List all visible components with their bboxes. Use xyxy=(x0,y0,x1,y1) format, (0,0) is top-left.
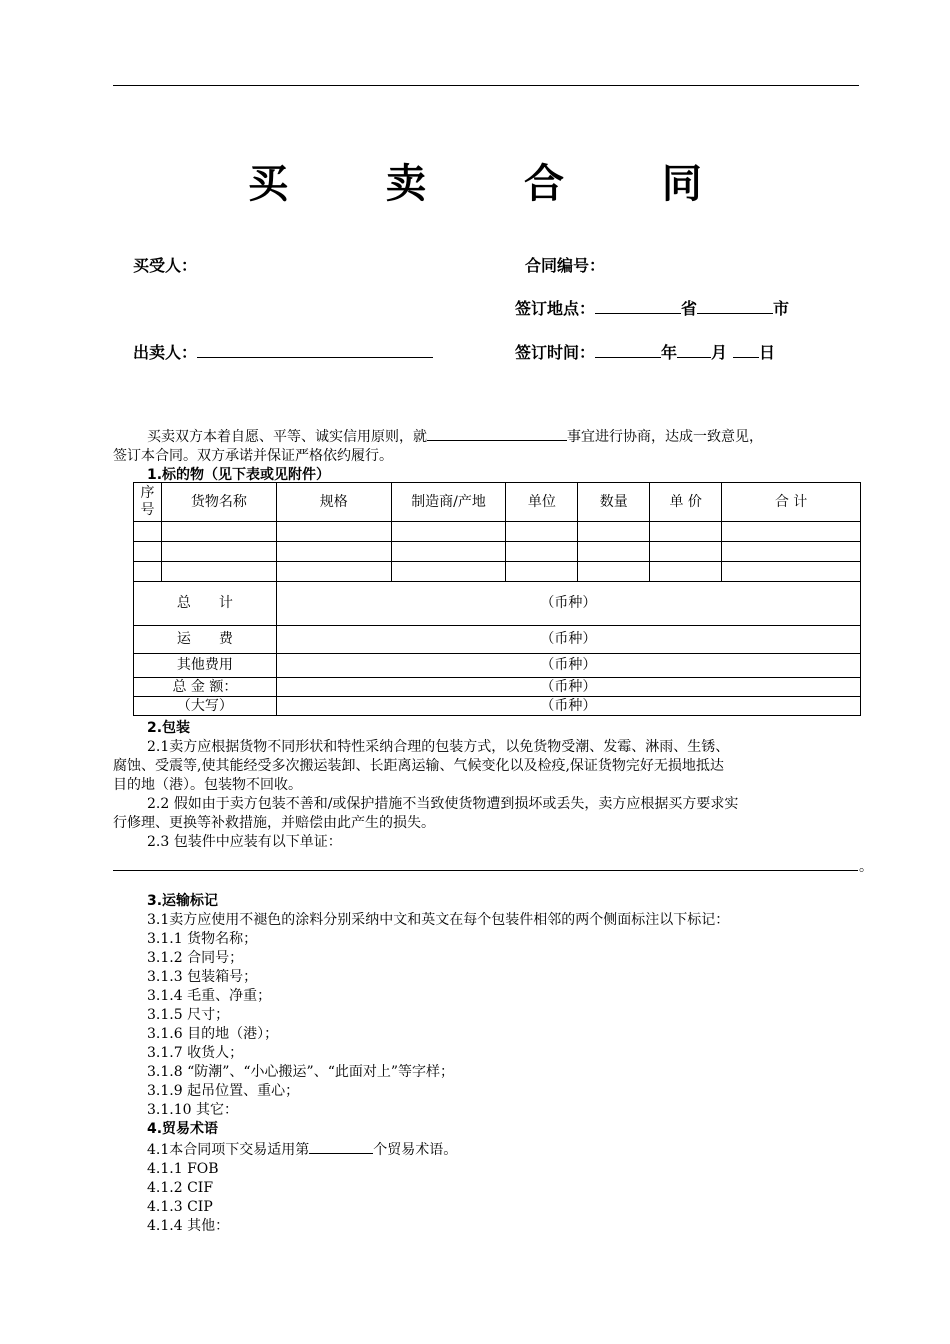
intro-text-b: 事宜进行协商，达成一致意见， xyxy=(567,429,763,445)
section-4-heading: 4.贸易术语 xyxy=(147,1121,219,1137)
column-header: 规格 xyxy=(276,483,391,522)
table-cell[interactable] xyxy=(276,562,391,582)
contract-number-field xyxy=(525,253,605,276)
column-header: 序号 xyxy=(134,483,162,522)
summary-label: 总 金 额： xyxy=(134,678,277,697)
contract-number-label: 合同编号： xyxy=(525,256,606,275)
section-3-heading: 3.运输标记 xyxy=(147,893,219,909)
list-item: 4.1.3 CIP xyxy=(147,1199,213,1215)
table-cell[interactable] xyxy=(722,542,861,562)
sign-time-field xyxy=(515,340,775,363)
column-header: 合 计 xyxy=(722,483,861,522)
section-3 xyxy=(113,892,861,1236)
summary-label: 其他费用 xyxy=(134,654,277,678)
buyer-field xyxy=(133,253,197,276)
section-2 xyxy=(113,719,861,852)
section-2-heading: 2.包装 xyxy=(147,720,191,736)
sign-time-label: 签订时间： xyxy=(515,343,596,362)
summary-row-capital xyxy=(134,697,861,716)
table-row xyxy=(134,562,861,582)
list-item: 3.1.4 毛重、净重； xyxy=(147,988,272,1004)
table-cell[interactable] xyxy=(134,522,162,542)
table-cell[interactable] xyxy=(391,522,506,542)
column-header: 单位 xyxy=(506,483,578,522)
year-label: 年 xyxy=(661,343,678,362)
list-item: 3.1.2 合同号； xyxy=(147,950,244,966)
section-2-1-line2: 腐蚀、受震等,使其能经受多次搬运装卸、长距离运输、气候变化以及检疫,保证货物完好无损地抵达 xyxy=(113,758,724,774)
table-cell[interactable] xyxy=(391,562,506,582)
section-2-2-line1: 2.2 假如由于卖方包装不善和/或保护措施不当致使货物遭到损坏或丢失，卖方应根据买方要求实 xyxy=(147,796,739,812)
intro-text-line2: 签订本合同。双方承诺并保证严格依约履行。 xyxy=(113,448,393,464)
list-item: 4.1.2 CIF xyxy=(147,1180,214,1196)
top-divider xyxy=(113,85,859,86)
documents-blank-line[interactable] xyxy=(113,870,858,871)
city-label: 市 xyxy=(773,299,790,318)
list-item: 3.1.7 收货人； xyxy=(147,1045,244,1061)
table-cell[interactable] xyxy=(506,522,578,542)
table-row xyxy=(134,542,861,562)
province-label: 省 xyxy=(681,299,698,318)
column-header: 货物名称 xyxy=(161,483,276,522)
month-label: 月 xyxy=(711,343,728,362)
intro-paragraph xyxy=(113,426,861,485)
table-cell[interactable] xyxy=(134,562,162,582)
year-blank[interactable] xyxy=(595,343,661,358)
list-item: 3.1.3 包装箱号； xyxy=(147,969,258,985)
intro-text-a: 买卖双方本着自愿、平等、诚实信用原则，就 xyxy=(147,429,427,445)
summary-label: 运 费 xyxy=(134,626,277,654)
list-item: 4.1.4 其他： xyxy=(147,1218,230,1234)
list-item: 3.1.5 尺寸； xyxy=(147,1007,230,1023)
list-item: 3.1.8 “防潮”、“小心搬运”、“此面对上”等字样； xyxy=(147,1064,455,1080)
table-cell[interactable] xyxy=(650,562,722,582)
summary-row-freight xyxy=(134,626,861,654)
trade-term-blank[interactable] xyxy=(309,1139,373,1154)
column-header: 制造商/产地 xyxy=(391,483,506,522)
summary-row-other-fees xyxy=(134,654,861,678)
table-cell[interactable] xyxy=(722,562,861,582)
table-cell[interactable] xyxy=(161,522,276,542)
sign-place-label: 签订地点： xyxy=(515,299,596,318)
summary-row-total xyxy=(134,582,861,626)
list-item: 3.1.1 货物名称； xyxy=(147,931,258,947)
seller-blank[interactable] xyxy=(197,343,433,358)
summary-label: （大写） xyxy=(134,697,277,716)
list-item: 3.1.9 起吊位置、重心； xyxy=(147,1083,300,1099)
summary-value[interactable]: （币种） xyxy=(276,697,860,716)
list-item: 4.1.1 FOB xyxy=(147,1161,219,1177)
summary-row-total-amount xyxy=(134,678,861,697)
summary-value[interactable]: （币种） xyxy=(276,626,860,654)
table-cell[interactable] xyxy=(276,522,391,542)
list-item: 3.1.10 其它： xyxy=(147,1102,238,1118)
section-4-1-text-a: 4.1本合同项下交易适用第 xyxy=(147,1142,310,1158)
section-2-3: 2.3 包装件中应装有以下单证： xyxy=(147,834,342,850)
column-header: 单 价 xyxy=(650,483,722,522)
table-row xyxy=(134,522,861,542)
table-cell[interactable] xyxy=(506,542,578,562)
list-item: 3.1.6 目的地（港）； xyxy=(147,1026,279,1042)
table-cell[interactable] xyxy=(578,522,650,542)
seller-label: 出卖人： xyxy=(133,343,198,362)
section-1-heading: 1.标的物（见下表或见附件） xyxy=(147,467,331,483)
table-cell[interactable] xyxy=(506,562,578,582)
month-blank[interactable] xyxy=(677,343,711,358)
subject-blank[interactable] xyxy=(427,426,567,441)
table-cell[interactable] xyxy=(161,542,276,562)
table-cell[interactable] xyxy=(650,522,722,542)
table-cell[interactable] xyxy=(276,542,391,562)
table-cell[interactable] xyxy=(578,562,650,582)
documents-blank-end: 。 xyxy=(859,859,873,875)
buyer-label: 买受人： xyxy=(133,256,198,275)
table-cell[interactable] xyxy=(722,522,861,542)
seller-field xyxy=(133,340,433,363)
table-cell[interactable] xyxy=(134,542,162,562)
section-2-1-line3: 目的地（港）。包装物不回收。 xyxy=(113,777,302,793)
province-blank[interactable] xyxy=(595,299,681,314)
goods-table xyxy=(133,482,861,716)
day-blank[interactable] xyxy=(733,343,759,358)
summary-value[interactable]: （币种） xyxy=(276,654,860,678)
summary-value[interactable]: （币种） xyxy=(276,678,860,697)
section-3-1: 3.1卖方应使用不褪色的涂料分别采纳中文和英文在每个包装件相邻的两个侧面标注以下标记： xyxy=(147,912,730,928)
page-title: 买 卖 合 同 xyxy=(248,161,744,207)
table-cell[interactable] xyxy=(578,542,650,562)
summary-label: 总 计 xyxy=(134,582,277,626)
section-4-1-text-b: 个贸易术语。 xyxy=(373,1142,458,1158)
table-header-row xyxy=(134,483,861,522)
section-2-1-line1: 2.1卖方应根据货物不同形状和特性采纳合理的包装方式，以免货物受潮、发霉、淋雨、生锈、 xyxy=(147,739,730,755)
table-cell[interactable] xyxy=(391,542,506,562)
column-header: 数量 xyxy=(578,483,650,522)
table-cell[interactable] xyxy=(650,542,722,562)
city-blank[interactable] xyxy=(697,299,773,314)
sign-place-field xyxy=(515,296,789,319)
table-cell[interactable] xyxy=(161,562,276,582)
summary-value[interactable]: （币种） xyxy=(276,582,860,626)
section-2-2-line2: 行修理、更换等补救措施，并赔偿由此产生的损失。 xyxy=(113,815,435,831)
day-label: 日 xyxy=(759,343,776,362)
